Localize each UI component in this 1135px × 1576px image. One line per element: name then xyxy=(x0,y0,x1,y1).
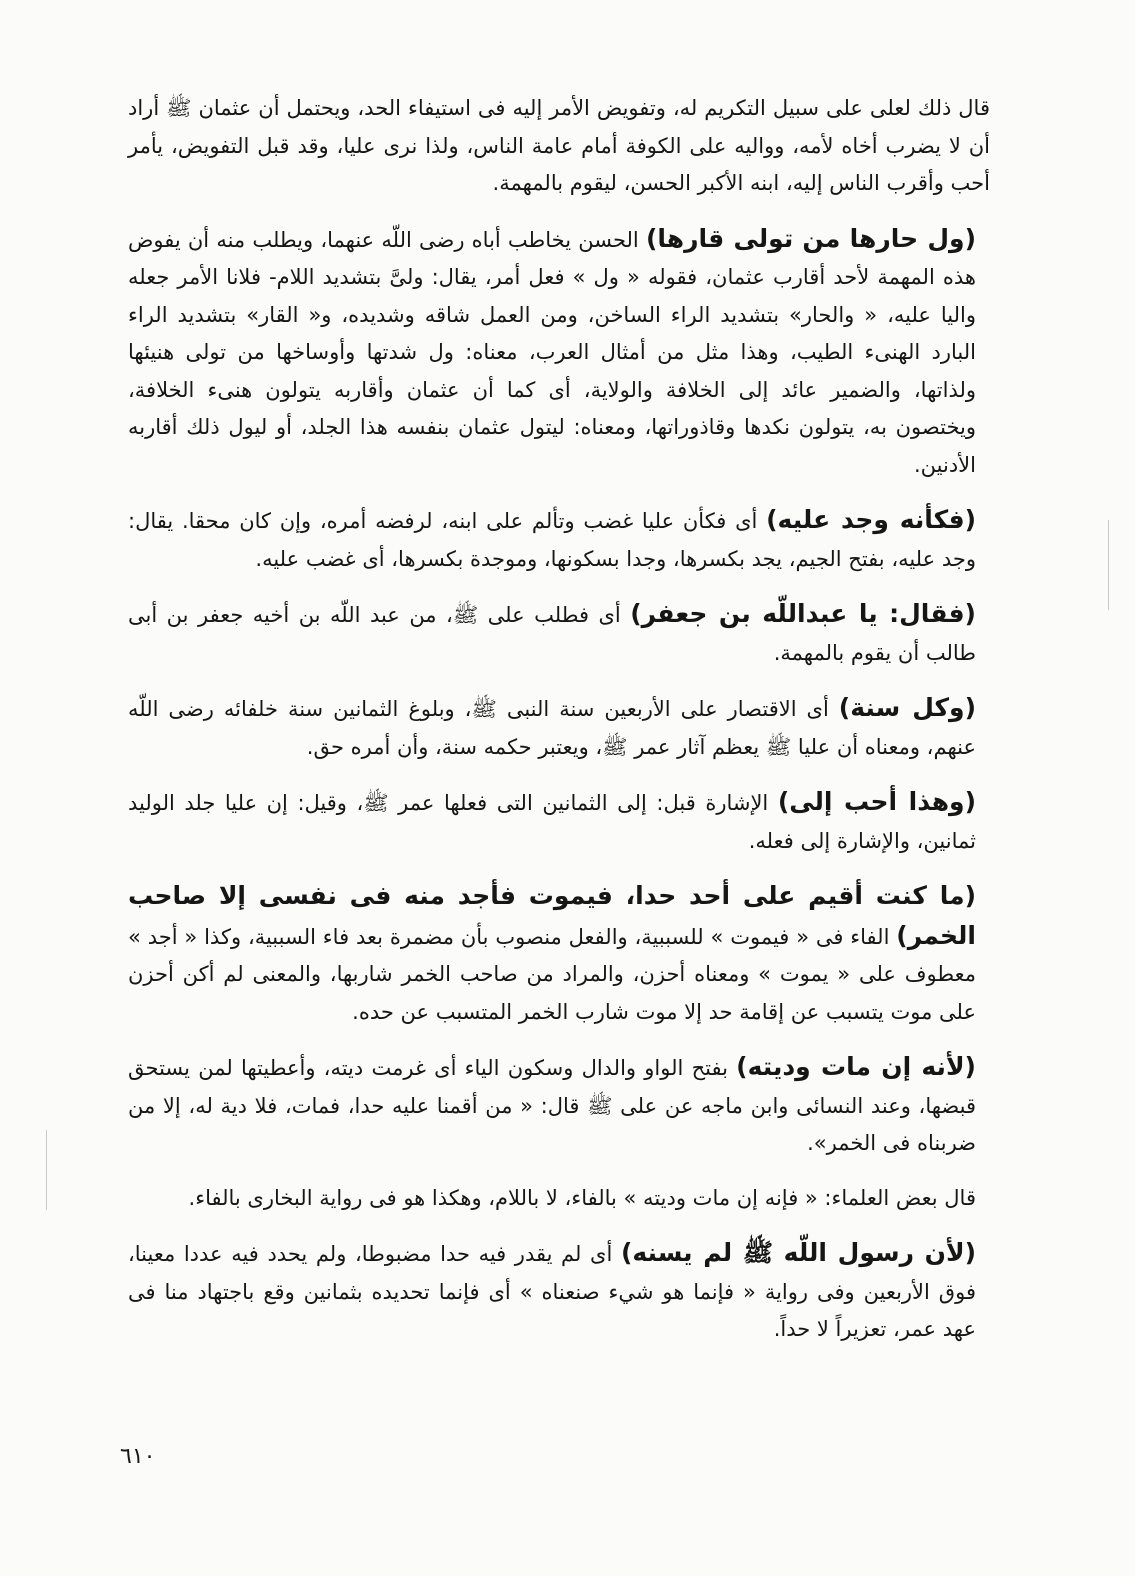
paragraph-8-text: بفتح الواو والدال وسكون الياء أى غرمت ديته، وأعطيتها لمن يستحق قبضها، وعند النسائى وابن ماجه عن على ﷺ قال: « من أقمنا عليه حدا، فمات، فلا دية له، إلا من ضربناه فى الخمر». xyxy=(128,1056,976,1155)
paragraph-10-lemma: (لأن رسول اللّه ﷺ لم يسنه) xyxy=(620,1238,977,1267)
paragraph-10-text: أى لم يقدر فيه حدا مضبوطا، ولم يحدد فيه عددا معينا، فوق الأربعين وفى رواية « فإنما هو شيء صنعناه » أى فإنما تحديده بثمانين وقع باجتهاد منا فى عهد عمر، تعزيراً لا حداً. xyxy=(128,1242,976,1341)
scan-edge-line xyxy=(1108,520,1109,610)
paragraph-5-text: أى الاقتصار على الأربعين سنة النبى ﷺ، وبلوغ الثمانين سنة خلفائه رضى اللّه عنهم، ومعناه أن عليا ﷺ يعظم آثار عمر ﷺ، ويعتبر حكمه سنة، وأن أمره حق. xyxy=(128,697,976,759)
paragraph-4 xyxy=(128,595,1006,672)
page-body xyxy=(128,90,1006,1366)
paragraph-3-text: أى فكأن عليا غضب وتألم على ابنه، لرفضه أمره، وإن كان محقا. يقال: وجد عليه، بفتح الجيم، يجد بكسرها، وجدا بسكونها، وموجدة بكسرها، أى غضب عليه. xyxy=(128,509,976,571)
paragraph-5-lemma: (وكل سنة) xyxy=(838,693,977,722)
paragraph-2 xyxy=(128,220,1006,485)
paragraph-6-lemma: (وهذا أحب إلى) xyxy=(777,787,976,816)
paragraph-8-lemma: (لأنه إن مات وديته) xyxy=(736,1052,976,1081)
scan-edge-line xyxy=(46,1130,47,1210)
paragraph-7-lemma: (ما كنت أقيم على أحد حدا، فيموت فأجد منه فى نفسى إلا صاحب الخمر) xyxy=(128,881,976,950)
paragraph-2-text: الحسن يخاطب أباه رضى اللّه عنهما، ويطلب منه أن يفوض هذه المهمة لأحد أقارب عثمان، فقوله « ول » فعل أمر، يقال: ولىَّ بتشديد اللام- فلانا الأمر جعله واليا عليه، « والحار» بتشديد الراء الساخن، ومن العمل شاقه وشديده، و« القار» بتشديد الراء البارد الهنىء الطيب، وهذا مثل من أمثال العرب، معناه: ول شدتها وأوساخها من تولى هنيئها ولذاتها، والضمير عائد إلى الخلافة والولاية، أى كما أن عثمان وأقاربه يتولون هنىء الخلافة، ويختصون به، يتولون نكدها وقاذوراتها، ومعناه: ليتول عثمان بنفسه هذا الجلد، أو ليول ذلك أقاربه الأدنين. xyxy=(128,227,976,477)
paragraph-8 xyxy=(128,1048,1006,1163)
paragraph-2-lemma: (ول حارها من تولى قارها) xyxy=(645,223,976,253)
paragraph-6 xyxy=(128,783,1006,860)
paragraph-6-text: الإشارة قبل: إلى الثمانين التى فعلها عمر ﷺ، وقيل: إن عليا جلد الوليد ثمانين، والإشارة إلى فعله. xyxy=(128,791,976,853)
paragraph-5 xyxy=(128,689,1006,766)
paragraph-4-text: أى فطلب على ﷺ، من عبد اللّه بن أخيه جعفر بن أبى طالب أن يقوم بالمهمة. xyxy=(128,603,976,665)
page-number: ٦١٠ xyxy=(120,1444,156,1469)
paragraph-9 xyxy=(128,1180,1006,1218)
paragraph-3-lemma: (فكأنه وجد عليه) xyxy=(766,505,976,534)
paragraph-7-text: الفاء فى « فيموت » للسببية، والفعل منصوب بأن مضمرة بعد فاء السببية، وكذا « أجد » معطوف على « يموت » ومعناه أحزن، والمراد من صاحب الخمر شاربها، والمعنى لم أكن أحزن على موت يتسبب عن إقامة حد إلا موت شارب الخمر المتسبب عن حده. xyxy=(128,924,976,1024)
paragraph-1 xyxy=(128,90,1006,203)
paragraph-3 xyxy=(128,501,1006,578)
paragraph-1-text: قال ذلك لعلى على سبيل التكريم له، وتفويض الأمر إليه فى استيفاء الحد، ويحتمل أن عثمان ﷺ أراد أن لا يضرب أخاه لأمه، وواليه على الكوفة أمام عامة الناس، ولذا نرى عليا، وقد قبل التفويض، يأمر أحب وأقرب الناس إليه، ابنه الأكبر الحسن، ليقوم بالمهمة. xyxy=(128,96,990,195)
paragraph-10 xyxy=(128,1234,1006,1349)
paragraph-7 xyxy=(128,877,1006,1031)
paragraph-4-lemma: (فقال: يا عبداللّه بن جعفر) xyxy=(630,599,976,628)
paragraph-9-text: قال بعض العلماء: « فإنه إن مات وديته » بالفاء، لا باللام، وهكذا هو فى رواية البخارى بالفاء. xyxy=(188,1185,976,1210)
